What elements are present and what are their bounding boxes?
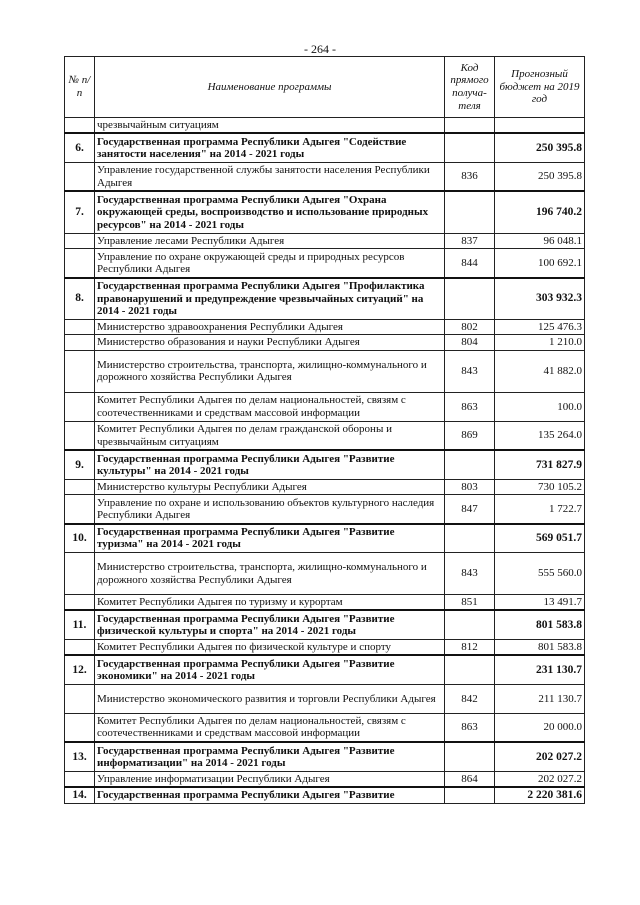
row-name: Государственная программа Республики Адыгея "Профилактика правонарушений и предупреждение чрезвычайных ситуаций" на 2014 - 2021 годы (95, 278, 445, 320)
row-amount: 100.0 (495, 392, 585, 421)
row-code: 864 (445, 771, 495, 787)
row-code (445, 450, 495, 479)
row-code: 863 (445, 392, 495, 421)
row-code (445, 610, 495, 639)
row-code: 863 (445, 713, 495, 742)
row-number (65, 320, 95, 335)
row-code: 843 (445, 350, 495, 392)
program-row (65, 524, 585, 553)
row-code (445, 524, 495, 553)
row-amount: 196 740.2 (495, 191, 585, 233)
row-amount: 801 583.8 (495, 610, 585, 639)
header-name: Наименование программы (95, 57, 445, 118)
row-name: Министерство здравоохранения Республики Адыгея (95, 320, 445, 335)
recipient-row (65, 118, 585, 134)
row-amount: 100 692.1 (495, 249, 585, 278)
row-amount: 2 220 381.6 (495, 787, 585, 803)
row-code: 851 (445, 595, 495, 611)
row-name: Министерство экономического развития и торговли Республики Адыгея (95, 684, 445, 713)
row-code (445, 133, 495, 162)
recipient-row (65, 713, 585, 742)
row-amount: 20 000.0 (495, 713, 585, 742)
row-code: 844 (445, 249, 495, 278)
row-code: 847 (445, 495, 495, 524)
recipient-row (65, 233, 585, 248)
row-name: Министерство строительства, транспорта, жилищно-коммунального и дорожного хозяйства Республики Адыгея (95, 553, 445, 595)
program-row (65, 450, 585, 479)
header-num: № п/п (65, 57, 95, 118)
row-amount: 231 130.7 (495, 655, 585, 684)
row-amount: 41 882.0 (495, 350, 585, 392)
row-number (65, 118, 95, 134)
row-code: 803 (445, 479, 495, 494)
page-number: - 264 - (304, 42, 336, 56)
row-code (445, 278, 495, 320)
row-code: 804 (445, 335, 495, 350)
program-row (65, 133, 585, 162)
row-name: Управление по охране окружающей среды и природных ресурсов Республики Адыгея (95, 249, 445, 278)
recipient-row (65, 320, 585, 335)
row-name: Государственная программа Республики Адыгея "Развитие туризма" на 2014 - 2021 годы (95, 524, 445, 553)
row-amount: 731 827.9 (495, 450, 585, 479)
row-number: 11. (65, 610, 95, 639)
row-amount: 801 583.8 (495, 639, 585, 655)
row-name: Государственная программа Республики Адыгея "Развитие экономики" на 2014 - 2021 годы (95, 655, 445, 684)
row-number: 10. (65, 524, 95, 553)
recipient-row (65, 595, 585, 611)
row-number (65, 392, 95, 421)
row-number: 9. (65, 450, 95, 479)
row-code: 837 (445, 233, 495, 248)
program-row (65, 742, 585, 771)
row-name: Комитет Республики Адыгея по делам национальностей, связям с соотечественниками и средствам массовой информации (95, 392, 445, 421)
row-amount: 555 560.0 (495, 553, 585, 595)
row-code (445, 191, 495, 233)
recipient-row (65, 771, 585, 787)
row-number (65, 595, 95, 611)
row-name: Государственная программа Республики Адыгея "Содействие занятости населения" на 2014 - 2021 годы (95, 133, 445, 162)
recipient-row (65, 495, 585, 524)
row-code: 802 (445, 320, 495, 335)
recipient-row (65, 335, 585, 350)
table-body (65, 118, 585, 804)
row-name: Министерство культуры Республики Адыгея (95, 479, 445, 494)
row-name: Государственная программа Республики Адыгея "Развитие информатизации" на 2014 - 2021 годы (95, 742, 445, 771)
row-amount: 202 027.2 (495, 771, 585, 787)
row-code (445, 118, 495, 134)
row-number (65, 713, 95, 742)
row-amount: 211 130.7 (495, 684, 585, 713)
row-amount: 250 395.8 (495, 133, 585, 162)
row-amount: 96 048.1 (495, 233, 585, 248)
header-amount: Прогнозный бюджет на 2019 год (495, 57, 585, 118)
row-number: 6. (65, 133, 95, 162)
row-name: Управление информатизации Республики Адыгея (95, 771, 445, 787)
recipient-row (65, 421, 585, 450)
row-code (445, 787, 495, 803)
row-amount: 730 105.2 (495, 479, 585, 494)
row-code: 812 (445, 639, 495, 655)
row-name: Комитет Республики Адыгея по делам национальностей, связям с соотечественниками и средствам массовой информации (95, 713, 445, 742)
row-number (65, 639, 95, 655)
program-row (65, 278, 585, 320)
row-number: 12. (65, 655, 95, 684)
row-code: 843 (445, 553, 495, 595)
row-number (65, 335, 95, 350)
header-code: Код прямого получа- теля (445, 57, 495, 118)
row-number (65, 249, 95, 278)
row-amount: 125 476.3 (495, 320, 585, 335)
row-amount: 250 395.8 (495, 162, 585, 191)
row-number (65, 553, 95, 595)
recipient-row (65, 639, 585, 655)
row-name: Комитет Республики Адыгея по делам гражданской обороны и чрезвычайным ситуациям (95, 421, 445, 450)
row-amount: 13 491.7 (495, 595, 585, 611)
row-name: чрезвычайным ситуациям (95, 118, 445, 134)
row-name: Управление государственной службы занятости населения Республики Адыгея (95, 162, 445, 191)
recipient-row (65, 553, 585, 595)
row-code: 842 (445, 684, 495, 713)
program-row (65, 191, 585, 233)
row-number: 8. (65, 278, 95, 320)
row-name: Государственная программа Республики Адыгея "Развитие культуры" на 2014 - 2021 годы (95, 450, 445, 479)
row-number (65, 162, 95, 191)
row-number (65, 233, 95, 248)
row-number (65, 350, 95, 392)
row-name: Комитет Республики Адыгея по физической культуре и спорту (95, 639, 445, 655)
row-name: Государственная программа Республики Адыгея "Развитие физической культуры и спорта" на 2014 - 2021 годы (95, 610, 445, 639)
program-row (65, 787, 585, 803)
recipient-row (65, 249, 585, 278)
budget-table (64, 56, 585, 804)
row-code: 869 (445, 421, 495, 450)
row-number (65, 684, 95, 713)
row-number: 13. (65, 742, 95, 771)
row-amount: 202 027.2 (495, 742, 585, 771)
row-amount: 569 051.7 (495, 524, 585, 553)
row-name: Комитет Республики Адыгея по туризму и курортам (95, 595, 445, 611)
program-row (65, 610, 585, 639)
row-name: Министерство строительства, транспорта, жилищно-коммунального и дорожного хозяйства Республики Адыгея (95, 350, 445, 392)
row-amount: 135 264.0 (495, 421, 585, 450)
table-header-row (65, 57, 585, 118)
row-number (65, 771, 95, 787)
program-row (65, 655, 585, 684)
row-name: Управление по охране и использованию объектов культурного наследия Республики Адыгея (95, 495, 445, 524)
row-code (445, 655, 495, 684)
row-amount: 303 932.3 (495, 278, 585, 320)
row-number (65, 479, 95, 494)
row-amount: 1 722.7 (495, 495, 585, 524)
row-number: 14. (65, 787, 95, 803)
row-name: Государственная программа Республики Адыгея "Развитие (95, 787, 445, 803)
row-name: Управление лесами Республики Адыгея (95, 233, 445, 248)
recipient-row (65, 350, 585, 392)
row-code: 836 (445, 162, 495, 191)
row-number: 7. (65, 191, 95, 233)
row-code (445, 742, 495, 771)
recipient-row (65, 479, 585, 494)
row-number (65, 421, 95, 450)
row-number (65, 495, 95, 524)
row-name: Государственная программа Республики Адыгея "Охрана окружающей среды, воспроизводство и использование природных ресурсов" на 2014 - 2021 годы (95, 191, 445, 233)
row-amount: 1 210.0 (495, 335, 585, 350)
recipient-row (65, 684, 585, 713)
row-amount (495, 118, 585, 134)
recipient-row (65, 392, 585, 421)
recipient-row (65, 162, 585, 191)
row-name: Министерство образования и науки Республики Адыгея (95, 335, 445, 350)
